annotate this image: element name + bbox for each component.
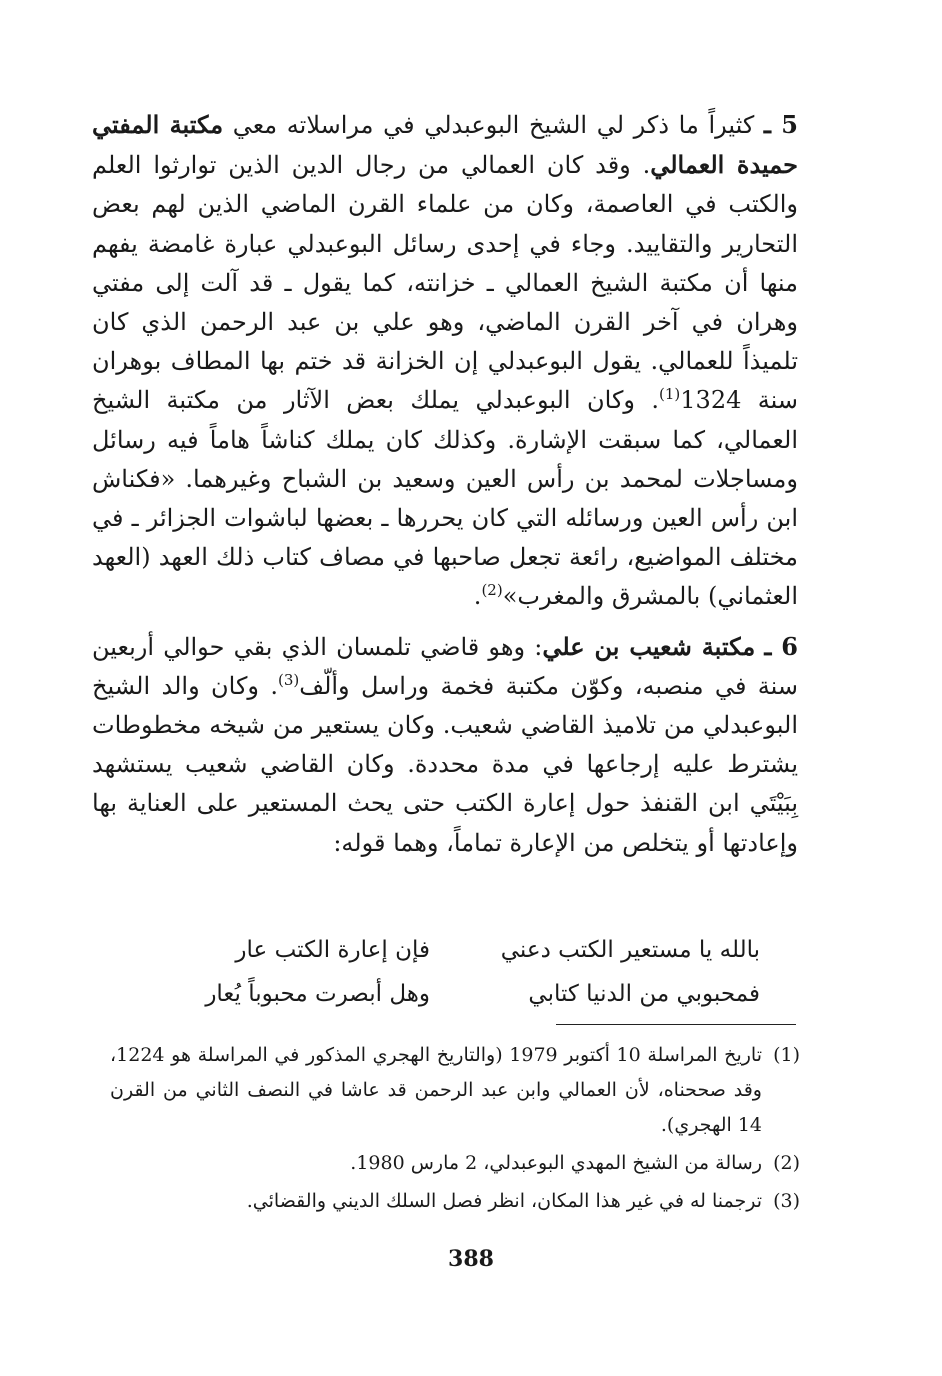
footnote-2-text: رسالة من الشيخ المهدي البوعبدلي، 2 مارس 1980. — [350, 1152, 762, 1174]
paragraph-6-text-a: : وهو قاضي تلمسان الذي بقي حوالي أربعين سنة في منصبه، وكوّن مكتبة فخمة وراسل وألّف — [92, 632, 798, 700]
paragraph-5 — [92, 105, 798, 617]
footnote-2 — [110, 1146, 800, 1181]
footnote-ref-3: (3) — [277, 670, 300, 689]
footnote-3-text: ترجمنا له في غير هذا المكان، انظر فصل السلك الديني والقضائي. — [246, 1190, 762, 1212]
footnote-3-number: (3) — [773, 1190, 800, 1212]
footnote-1-text: تاريخ المراسلة 10 أكتوبر 1979 (والتاريخ الهجري المذكور في المراسلة هو 1224، وقد صححناه، لأن العمالي وابن عبد الرحمن قد عاشا في النصف الثاني من القرن 14 الهجري). — [110, 1044, 762, 1136]
footnote-ref-1: (1) — [659, 385, 681, 404]
footnote-1-number: (1) — [773, 1044, 800, 1066]
main-text — [92, 105, 798, 863]
footnote-3 — [110, 1184, 800, 1219]
footnote-ref-2: (2) — [481, 581, 503, 600]
paragraph-6 — [92, 627, 798, 863]
paragraph-5-text-c: . — [473, 582, 482, 611]
verse-2-second-hemistich: وهل أبصرت محبوباً يُعار — [205, 981, 430, 1007]
paragraph-5-number: 5 ـ — [763, 110, 798, 139]
paragraph-5-title: مكتبة المفتي حميدة العمالي — [92, 110, 798, 180]
poem — [140, 928, 760, 1016]
verse-1-first-hemistich: بالله يا مستعير الكتب دعني — [500, 937, 760, 963]
paragraph-5-text-b: . وكان البوعبدلي يملك بعض الآثار من مكتبة الشيخ العمالي، كما سبقت الإشارة. وكذلك كان يملك كناشاً هاماً فيه رسائل ومساجلات لمحمد بن رأس العين وسعيد بن الشباح وغيرهما. «فكناش ابن رأس العين ورسائله التي كان يحررها ـ بعضها لباشوات الجزائر ـ في مختلف المواضيع، رائعة تجعل صاحبها في مصاف كتاب ذلك العهد (العهد العثماني) بالمشرق والمغرب» — [92, 386, 798, 611]
paragraph-6-number: 6 ـ — [764, 631, 798, 661]
footnote-separator — [556, 1024, 796, 1025]
verse-1-second-hemistich: فإن إعارة الكتب عار — [235, 937, 430, 963]
footnotes — [110, 1038, 800, 1222]
paragraph-5-text-a: . وقد كان العمالي من رجال الدين الذين توارثوا العلم والكتب في العاصمة، وكان من علماء القرن الماضي الذين لهم بعض التحارير والتقاييد. وجاء في إحدى رسائل البوعبدلي عبارة غامضة يفهم منها أن مكتبة الشيخ العمالي ـ خزانته، كما يقول ـ قد آلت إلى مفتي وهران في آخر القرن الماضي، وهو علي بن عبد الرحمن الذي كان تلميذاً للعمالي. يقول البوعبدلي إن الخزانة قد ختم بها المطاف بوهران سنة 1324 — [92, 151, 798, 415]
paragraph-6-title: مكتبة شعيب بن علي — [542, 631, 756, 661]
paragraph-6-text-b: . وكان والد الشيخ البوعبدلي من تلاميذ القاضي شعيب. وكان يستعير من شيخه مخطوطات يشترط عليه إرجاعها في مدة محددة. وكان القاضي شعيب يستشهد بِبَيْتَي ابن القنفذ حول إعارة الكتب حتى يحث المستعير على العناية بها وإعادتها أو يتخلص من الإعارة تماماً، وهما قوله: — [92, 671, 798, 857]
paragraph-5-lead: كثيراً ما ذكر لي الشيخ البوعبدلي في مراسلاته معي — [232, 111, 755, 139]
footnote-2-number: (2) — [773, 1152, 800, 1174]
verse-2-first-hemistich: فمحبوبي من الدنيا كتابي — [528, 981, 760, 1007]
verse-1 — [140, 928, 760, 972]
page-number: 388 — [448, 1246, 494, 1272]
footnote-1 — [110, 1038, 800, 1143]
verse-2 — [140, 972, 760, 1016]
